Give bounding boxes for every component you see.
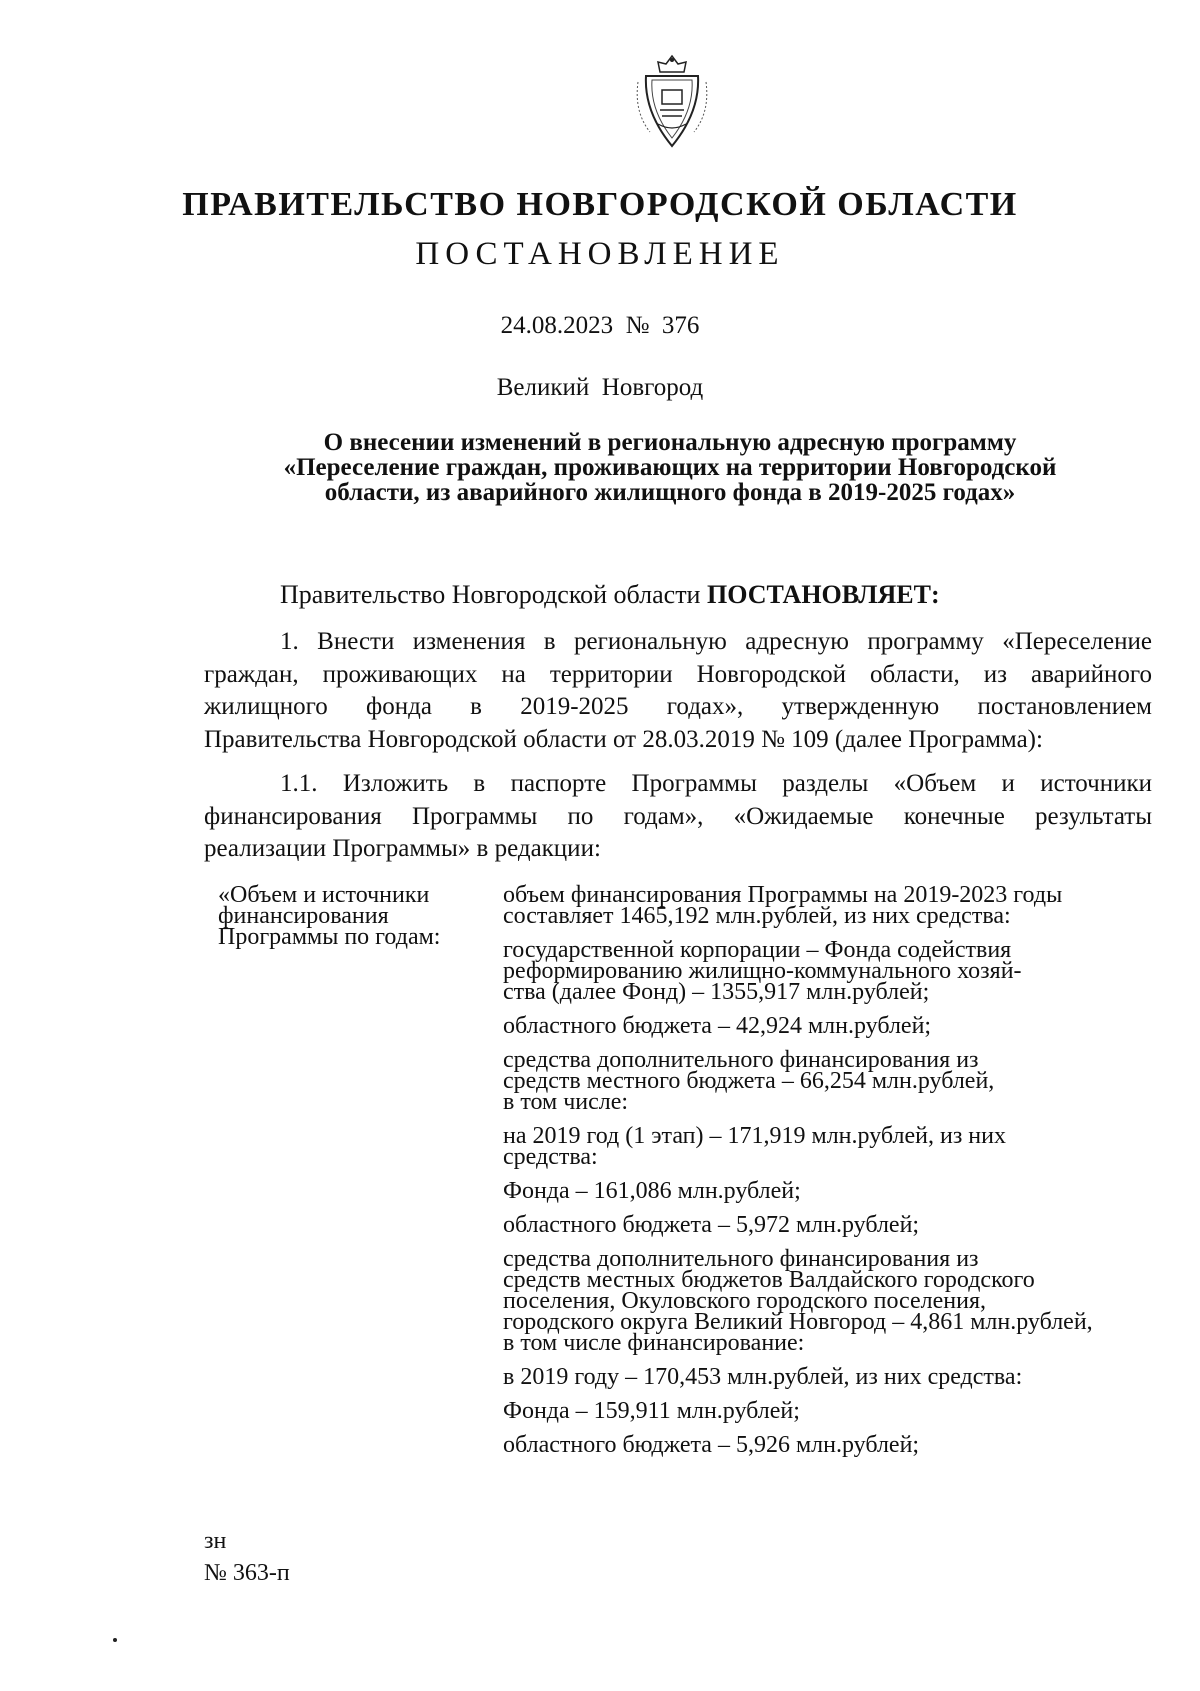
financing-item	[503, 1178, 1143, 1204]
subject-line: области, из аварийного жилищного фонда в 2019-2025 годах»	[324, 479, 1016, 506]
footer-number: № 363-п	[204, 1560, 290, 1586]
resolve-line	[280, 580, 940, 610]
financing-item-line: средства дополнительного финансирования из	[503, 1047, 979, 1073]
financing-item-line: поселения, Окуловского городского поселения,	[503, 1288, 986, 1314]
financing-item-line: средств местных бюджетов Валдайского городского	[503, 1267, 1035, 1293]
financing-item	[503, 1364, 1143, 1390]
subject-line: «Переселение граждан, проживающих на территории Новгородской	[283, 454, 1057, 481]
financing-item-line: на 2019 год (1 этап) – 171,919 млн.рублей, из них	[503, 1123, 1006, 1149]
document-subject	[200, 430, 1140, 505]
financing-item-line: областного бюджета – 42,924 млн.рублей;	[503, 1013, 932, 1039]
financing-item	[503, 1013, 1143, 1039]
resolve-prefix: Правительство Новгородской области	[280, 580, 701, 609]
financing-item-line: средства:	[503, 1144, 598, 1170]
financing-item-line: средства дополнительного финансирования из	[503, 1246, 979, 1272]
financing-item-line: Фонда – 161,086 млн.рублей;	[503, 1178, 801, 1204]
paragraph-line: граждан, проживающих на территории Новгородской области, из аварийного	[204, 660, 1152, 688]
table-label-line: финансирования	[218, 903, 389, 929]
financing-item-line: ства (далее Фонд) – 1355,917 млн.рублей;	[503, 979, 930, 1005]
financing-item	[503, 937, 1143, 1005]
financing-item	[503, 1123, 1143, 1170]
paragraph-line: 1. Внести изменения в региональную адресную программу «Переселение	[280, 628, 1152, 655]
organization-name: ПРАВИТЕЛЬСТВО НОВГОРОДСКОЙ ОБЛАСТИ	[182, 186, 1018, 223]
city-name: Великий Новгород	[496, 374, 704, 401]
document-type: ПОСТАНОВЛЕНИЕ	[415, 236, 785, 272]
financing-item-line: объем финансирования Программы на 2019-2023 годы	[503, 882, 1063, 908]
paragraph-line: Правительства Новгородской области от 28.03.2019 № 109 (далее Программа):	[204, 725, 1043, 753]
financing-item-line: областного бюджета – 5,926 млн.рублей;	[503, 1432, 920, 1458]
financing-item-line: Фонда – 159,911 млн.рублей;	[503, 1398, 800, 1424]
financing-item-line: в том числе финансирование:	[503, 1330, 805, 1356]
financing-item-line: областного бюджета – 5,972 млн.рублей;	[503, 1212, 920, 1238]
financing-item	[503, 1398, 1143, 1424]
financing-item-line: средств местного бюджета – 66,254 млн.рублей,	[503, 1068, 995, 1094]
table-label-cell	[218, 882, 498, 950]
financing-item	[503, 1212, 1143, 1238]
financing-item-line: городского округа Великий Новгород – 4,861 млн.рублей,	[503, 1309, 1093, 1335]
coat-of-arms-emblem	[630, 52, 714, 152]
paragraph-1	[204, 626, 1152, 756]
stray-mark	[113, 1638, 117, 1642]
financing-item	[503, 1432, 1143, 1458]
financing-item	[503, 1047, 1143, 1115]
paragraph-line: финансирования Программы по годам», «Ожидаемые конечные результаты	[204, 802, 1152, 830]
financing-item-line: государственной корпорации – Фонда содействия	[503, 937, 1012, 963]
subject-line: О внесении изменений в региональную адресную программу	[323, 429, 1017, 456]
table-label-line: «Объем и источники	[218, 882, 430, 908]
table-label-line: Программы по годам:	[218, 924, 441, 950]
financing-item-line: в том числе:	[503, 1089, 629, 1115]
table-value-cell	[503, 882, 1143, 1469]
paragraph-2	[204, 768, 1152, 866]
date-number-line: 24.08.2023 № 376	[500, 312, 700, 339]
paragraph-line: жилищного фонда в 2019-2025 годах», утвержденную постановлением	[204, 693, 1152, 720]
financing-item-line: в 2019 году – 170,453 млн.рублей, из них средства:	[503, 1364, 1023, 1390]
footer-code: зн	[204, 1528, 227, 1554]
financing-item-line: реформированию жилищно-коммунального хозяй-	[503, 958, 1022, 984]
financing-item-line: составляет 1465,192 млн.рублей, из них средства:	[503, 903, 1011, 929]
paragraph-line: 1.1. Изложить в паспорте Программы разделы «Объем и источники	[280, 770, 1152, 797]
paragraph-line: реализации Программы» в редакции:	[204, 835, 601, 862]
financing-item	[503, 882, 1143, 929]
financing-item	[503, 1246, 1143, 1356]
footer-block	[204, 1525, 290, 1589]
resolve-verb: ПОСТАНОВЛЯЕТ:	[706, 580, 940, 609]
